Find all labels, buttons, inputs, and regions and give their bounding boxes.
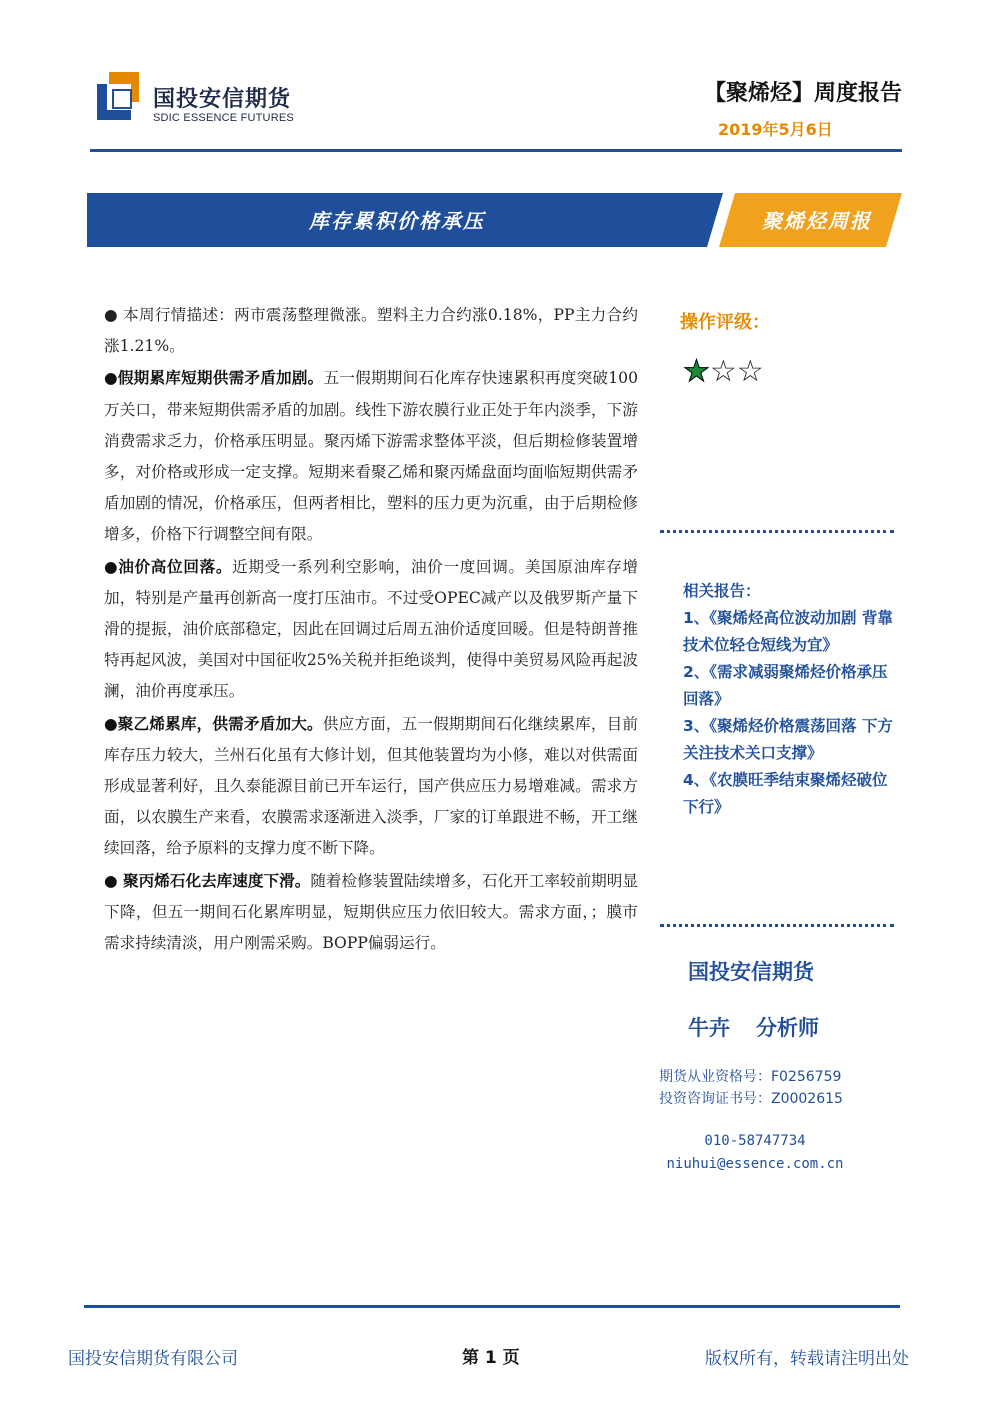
banner-title: 库存累积价格承压 [309, 209, 485, 233]
footer-company: 国投安信期货有限公司 [68, 1349, 238, 1369]
paragraph-lead: ● 本周行情描述： [104, 306, 235, 324]
filled-star-icon: ★ [683, 354, 710, 389]
paragraph-heading: ● 聚丙烯石化去库速度下滑。 [104, 871, 311, 890]
footer-divider [84, 1305, 900, 1308]
dotted-divider [660, 924, 894, 927]
dotted-divider [660, 530, 894, 533]
logo-english-name: SDIC ESSENCE FUTURES [153, 112, 294, 124]
related-report-link[interactable]: 3、《聚烯烃价格震荡回落 下方关注技术关口支撑》 [683, 717, 893, 762]
paragraph-inventory [104, 363, 638, 550]
company-logo [97, 72, 307, 132]
advisory-license-number: 投资咨询证书号：Z0002615 [659, 1091, 843, 1107]
header-divider [90, 149, 902, 152]
analyst-name: 牛卉 [688, 1016, 730, 1040]
paragraph-text: 供应方面，五一假期期间石化继续累库，目前库存压力较大，兰州石化虽有大修计划，但其他装置均为小修，难以对供需面形成显著利好，且久泰能源目前已开车运行，国产供应压力易增难减。需求方面，以农膜生产来看，农膜需求逐渐进入淡季，厂家的订单跟进不畅，开工继续回落，给予原料的支撑力度不断下降。 [104, 714, 638, 858]
paragraph-heading: ●油价高位回落。 [104, 557, 233, 576]
related-report-link[interactable]: 4、《农膜旺季结束聚烯烃破位下行》 [683, 771, 888, 816]
report-date: 2019年5月6日 [718, 120, 833, 139]
related-report-link[interactable]: 2、《需求减弱聚烯烃价格承压回落》 [683, 663, 888, 708]
analyst-email[interactable]: niuhui@essence.com.cn [666, 1156, 844, 1172]
related-reports-title: 相关报告： [683, 582, 761, 600]
analyst-company: 国投安信期货 [688, 960, 814, 984]
footer-copyright: 版权所有，转载请注明出处 [705, 1349, 909, 1369]
paragraph-summary [104, 300, 638, 362]
paragraph-text: 两市震荡整理微涨。塑料主力合约涨0.18%，PP主力合约涨1.21%。 [104, 306, 638, 356]
paragraph-text: 五一假期期间石化库存快速累积再度突破100万关口，带来短期供需矛盾的加剧。线性下游农膜行业正处于年内淡季，下游消费需求乏力，价格承压明显。聚丙烯下游需求整体平淡，但后期检修装置增多，对价格或形成一定支撑。短期来看聚乙烯和聚丙烯盘面均面临短期供需矛盾加剧的情况，价格承压，但两者相比，塑料的压力更为沉重，由于后期检修增多，价格下行调整空间有限。 [104, 369, 638, 544]
paragraph-text: 近期受一系列利空影响，油价一度回调。美国原油库存增加，特别是产量再创新高一度打压油市。不过受OPEC减产以及俄罗斯产量下滑的提振，油价底部稳定，因此在回调过后周五油价适度回暖。但是特朗普推特再起风波，美国对中国征收25%关税并拒绝谈判，使得中美贸易风险再起波澜，油价再度承压。 [104, 557, 638, 701]
analyst-title: 分析师 [756, 1016, 819, 1040]
report-body [104, 300, 638, 960]
paragraph-polypropylene [104, 866, 638, 960]
paragraph-polyethylene [104, 709, 638, 865]
futures-license-number: 期货从业资格号：F0256759 [659, 1069, 842, 1085]
related-reports [683, 578, 893, 821]
empty-star-icon: ☆ [709, 354, 737, 389]
page-number: 第 1 页 [462, 1348, 520, 1368]
empty-star-icon: ☆ [736, 354, 764, 389]
report-type-title: 【聚烯烃】周度报告 [703, 81, 902, 106]
analyst-byline [688, 1012, 845, 1042]
logo-mark-icon [97, 72, 143, 124]
banner-tag: 聚烯烃周报 [762, 209, 872, 233]
related-report-link[interactable]: 1、《聚烯烃高位波动加剧 背靠技术位轻仓短线为宜》 [683, 609, 893, 654]
logo-chinese-name: 国投安信期货 [153, 87, 292, 112]
paragraph-text: 随着检修装置陆续增多，石化开工率较前期明显下降，但五一期间石化累库明显，短期供应压力依旧较大。需求方面，；膜市需求持续清淡，用户刚需采购。BOPP偏弱运行。 [104, 871, 638, 953]
paragraph-oil-price [104, 552, 638, 708]
analyst-phone: 010-58747734 [704, 1133, 806, 1149]
rating-stars [683, 352, 764, 392]
title-banner [87, 193, 907, 247]
paragraph-heading: ●假期累库短期供需矛盾加剧。 [104, 369, 324, 388]
rating-label: 操作评级： [680, 312, 770, 333]
paragraph-heading: ●聚乙烯累库，供需矛盾加大。 [104, 714, 323, 733]
